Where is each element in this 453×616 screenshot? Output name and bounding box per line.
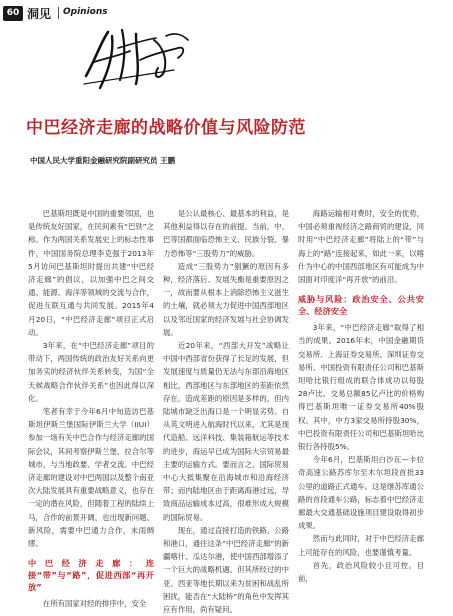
paragraph: 近20年来，“西部大开发”战略让中国中西部省份获得了长足的发展，但发展速度与质量仍无法与东部沿海地区相比，西部地区与东部地区的差距依然存在。造成差距的原因是多样的，但内陆城市缺乏出海口是一个明显劣势。自从英文明进入航海时代以来，尤其是现代造船、远洋科技、集装箱航运等技术的进步，海运早已成为国际大宗贸易最主要的运输方式。要而言之，国际贸易中心大抵集聚在沿海城市和沿海经济带；而内陆地区由于距离海港过远，导致商品运输成本过高，很难形成大规模的国际贸易。	[163, 341, 289, 522]
paragraph: 今年6月，巴基斯坦白沙瓦—卡拉奇高速公路苏库尔至木尔坦段首批33公里的道路正式通车。这是继苏库通公路的首段通车公路，标志着中巴经济走廊最大交通基础设施项目建设取得初步成果。	[298, 455, 424, 531]
calligraphy-signature-icon	[78, 18, 198, 98]
section-title-english: Opinions	[63, 7, 108, 17]
body-column-3	[298, 207, 424, 585]
body-column-2	[163, 207, 289, 616]
paragraph: 然而与此同时，对于中巴经济走廊上可能存在的风险，也要谨慎考量。	[298, 534, 424, 557]
paragraph: 是公认最核心、最基本的利益，是其他利益得以存在的前提。当前，中、巴等国都面临恐怖主义、民族分裂、暴力恐怖等“三股势力”的威胁。	[163, 209, 289, 258]
article-title: 中巴经济走廊的战略价值与风险防范	[26, 118, 306, 138]
paragraph: 首先，政治风险较小且可控。目前，	[298, 560, 424, 584]
body-column-1	[28, 207, 154, 610]
section-title: 洞见	[27, 7, 52, 21]
section-divider	[58, 7, 59, 19]
page-number: 60	[3, 6, 23, 21]
author-byline: 中国人民大学重阳金融研究院副研究员 王鹏	[30, 156, 176, 165]
paragraph: 笔者有幸于今年6月中旬造访巴基斯坦伊斯兰堡国际伊斯兰大学（IIUI）参加一场有关中巴合作与经济走廊的国际会议，其间考察伊斯兰堡、拉合尔等城市，与当地政要、学者交流。中巴经济走廊的建设对中巴两国以及整个南亚次大陆发展具有重要战略意义，也存在一定的潜在风险，但随着工程的陆续上马，合作的前景开阔，也出现新问题、新风险，需要中巴通力合作，未雨绸缪。	[28, 407, 154, 549]
paragraph: 造成“三股势力”猖獗的原因有多种，经济落后、发展失衡是重要原因之一，故而要从根本上消除恐怖主义滋生的土壤，就必须大力促进中国西部地区以及邻近国家的经济发展与社会协调发展。	[163, 261, 289, 337]
paragraph: 海路运输相对费时，安全的优势，中国必须重视经济之路商贸的建设，同时用“中巴经济走廊”将陆上的“带”与海上的“路”连接起来，如此一来，以喀什为中心的中国西部地区有可能成为中国面对印度洋“再开放”的前沿。	[298, 209, 424, 285]
paragraph: 在所有国家对经的排序中，安全	[42, 599, 147, 609]
paragraph: 现在，通过直接打造的铁路、公路和港口，通往这条“中巴经济走廊”的新疆喀什、瓜达尔港，使中国西部增添了一个巨大的战略机遇。但其所经过的中亚、西亚等地长期以来为贫困和战乱所困扰，能否在“大陆桥”的角色中发挥其应有作用，尚有疑问。	[163, 525, 289, 615]
paragraph: 3年来，“中巴经济走廊”取得了相当的成果。2016年末，中国金融期货交易所、上海证券交易所、深圳证券交易所、中国投资有限责任公司和巴基斯坦哈比银行组成的联合体成功以每股28卢比、交易总额85亿卢比的价格购得巴基斯坦唯一证券交易所40%股权。其中，中方3家交易所持股30%，中巴投资有限责任公司和巴基斯坦哈比银行各持股5%。	[298, 323, 424, 452]
section-subheading: 威胁与风险：政治安全、公共安全、经济安全	[298, 294, 424, 317]
paragraph: 3年来，在“中巴经济走廊”项目的带动下，两国传统的政治友好关系向更加务实的经济伙伴关系转变，为国“全天候战略合作伙伴关系”也因此得以深化。	[28, 341, 154, 403]
page-header	[0, 0, 453, 26]
paragraph: 巴基斯坦既是中国的重要邻国，也是传统友好国家，在民间素有“巴铁”之称。作为两国关系发展史上的标志性事件，中国国务院总理李克强于2013年5月访问巴基斯坦时提出共建“中巴经济走廊”的倡议，以加强中巴之间交通、能源、海洋等领域的交流与合作，促进互联互通与共同发展。2015年4月20日，“中巴经济走廊”项目正式启动。	[28, 209, 154, 337]
section-subheading: 中巴经济走廊：连接“带”与“路”，促进西部“再开放”	[28, 558, 154, 593]
